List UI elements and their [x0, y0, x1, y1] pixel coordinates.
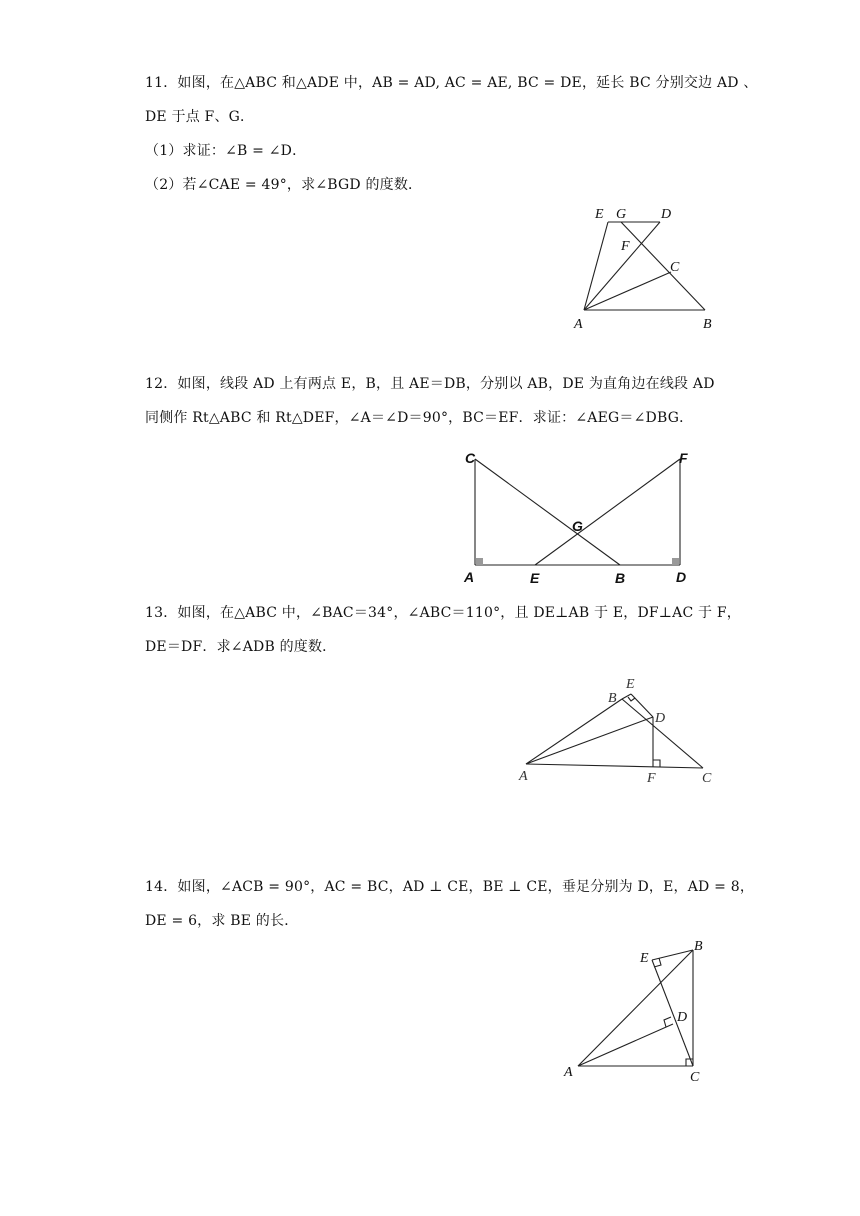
label-b: B — [615, 570, 626, 586]
label-e: E — [640, 951, 649, 966]
segment-ed — [631, 694, 653, 717]
problem-13-line-1: 13．如图，在△ABC 中，∠BAC＝34°，∠ABC＝110°，且 DE⊥AB 于 E，DF⊥AC 于 F， — [145, 605, 741, 621]
segment-ad — [584, 222, 660, 310]
label-d: D — [661, 207, 672, 222]
label-d: D — [655, 711, 666, 726]
segment-ac — [584, 272, 671, 310]
segment-ef — [535, 459, 680, 565]
label-d: D — [676, 569, 687, 585]
segment-be — [622, 694, 631, 699]
problem-12-line-1: 12．如图，线段 AD 上有两点 E，B，且 AE＝DB，分别以 AB，DE 为直角边在线段 AD — [145, 376, 715, 392]
label-d: D — [677, 1010, 688, 1025]
label-c: C — [670, 260, 680, 275]
segment-ad — [578, 1024, 673, 1066]
right-angle-mark-d — [672, 558, 679, 565]
label-f: F — [621, 239, 630, 254]
label-g: G — [572, 518, 583, 534]
label-e: E — [626, 677, 635, 692]
problem-11-figure — [570, 200, 720, 335]
label-a: A — [574, 317, 583, 332]
problem-14-line-2: DE = 6，求 BE 的长． — [145, 913, 299, 929]
segment-ab — [578, 950, 693, 1066]
label-c: C — [690, 1070, 700, 1085]
segment-ad — [526, 717, 653, 764]
problem-13-line-2: DE＝DF．求∠ADB 的度数． — [145, 639, 337, 655]
segment-bc — [622, 699, 703, 768]
right-angle-mark-f — [653, 760, 660, 767]
label-b: B — [694, 939, 703, 954]
problem-14-line-1: 14．如图，∠ACB = 90°，AC = BC，AD ⊥ CE，BE ⊥ CE，垂足分别为 D，E，AD = 8， — [145, 879, 755, 895]
label-g: G — [616, 207, 627, 222]
label-c: C — [702, 771, 712, 786]
segment-be — [652, 950, 693, 960]
problem-12-line-2: 同侧作 Rt△ABC 和 Rt△DEF，∠A＝∠D＝90°，BC＝EF．求证：∠AEG＝∠DBG． — [145, 410, 694, 426]
segment-ab — [526, 699, 622, 764]
label-c: C — [465, 450, 476, 466]
problem-12-figure — [455, 445, 705, 590]
label-f: F — [647, 771, 656, 786]
label-b: B — [703, 317, 712, 332]
segment-gb — [621, 222, 705, 310]
problem-13-figure — [510, 670, 725, 790]
label-b: B — [608, 691, 617, 706]
label-a: A — [564, 1065, 573, 1080]
problem-11-line-2: DE 于点 F、G． — [145, 109, 255, 125]
segment-ac — [526, 764, 703, 768]
label-e: E — [530, 570, 540, 586]
label-a: A — [519, 769, 528, 784]
problem-14-figure — [560, 935, 720, 1090]
label-e: E — [595, 207, 604, 222]
label-a: A — [464, 569, 475, 585]
label-f: F — [679, 450, 688, 466]
problem-11-line-1: 11．如图，在△ABC 和△ADE 中，AB = AD, AC = AE, BC = DE，延长 BC 分别交边 AD 、 — [145, 75, 758, 91]
right-angle-mark-a — [476, 558, 483, 565]
segment-cb — [475, 459, 620, 565]
problem-11-part-1: （1）求证：∠B = ∠D． — [145, 143, 307, 159]
problem-11-part-2: （2）若∠CAE = 49°，求∠BGD 的度数． — [145, 177, 423, 193]
